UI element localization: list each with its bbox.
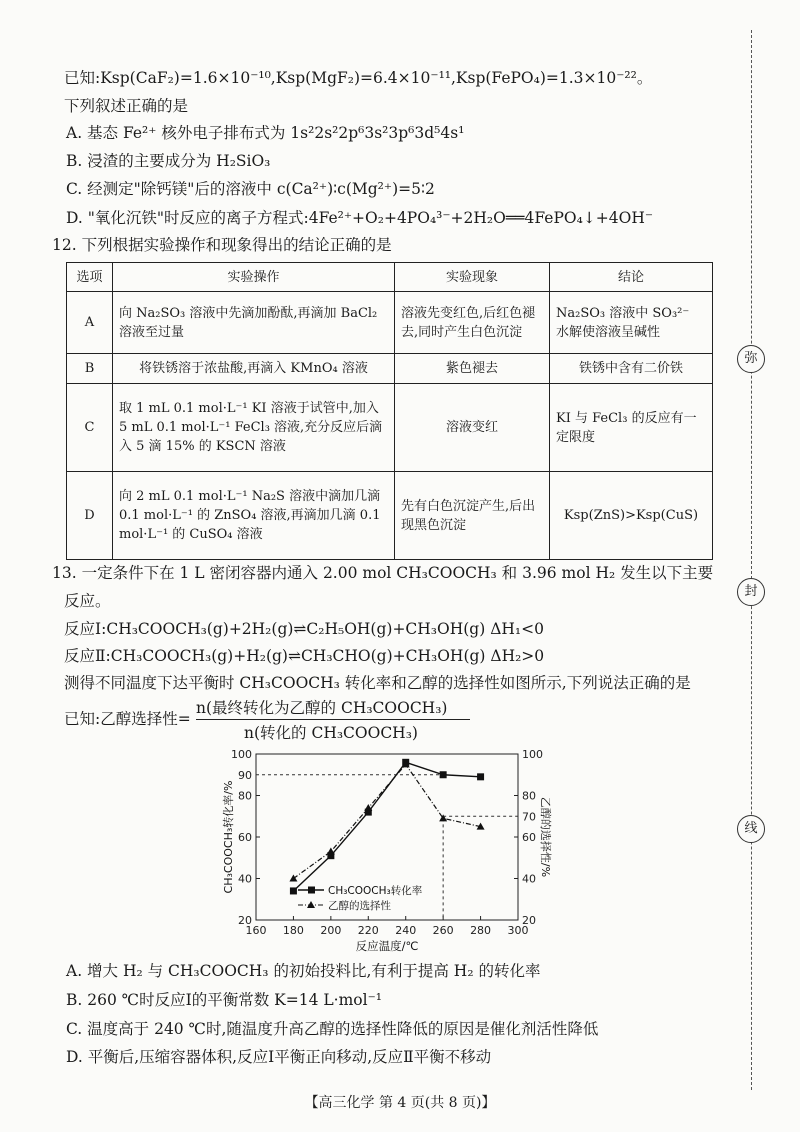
table-header: 结论 xyxy=(550,263,713,292)
q13-stem-cont: 反应。 xyxy=(64,592,111,610)
q13-stem: 13. 一定条件下在 1 L 密闭容器内通入 2.00 mol CH₃COOCH₃ 和 3.96 mol H₂ 发生以下主要 xyxy=(52,564,714,582)
table-cell: 溶液变红 xyxy=(395,384,550,472)
q13-option-b: B. 260 ℃时反应Ⅰ的平衡常数 K=14 L·mol⁻¹ xyxy=(66,991,382,1009)
table-header-row xyxy=(67,263,713,292)
x-axis-label: 反应温度/℃ xyxy=(355,939,419,953)
table-row xyxy=(67,292,713,354)
chart xyxy=(220,742,550,960)
data-point-conversion xyxy=(477,773,484,780)
x-tick-label: 240 xyxy=(395,924,417,937)
x-tick-label: 300 xyxy=(507,924,529,937)
seal-mark-mi: 弥 xyxy=(737,345,765,373)
data-point-conversion xyxy=(290,887,297,894)
table-cell: 先有白色沉淀产生,后出现黑色沉淀 xyxy=(395,472,550,560)
q11-option-c: C. 经测定"除钙镁"后的溶液中 c(Ca²⁺)∶c(Mg²⁺)=5∶2 xyxy=(66,180,435,198)
y-tick-label-left: 80 xyxy=(238,789,252,803)
q13-option-c: C. 温度高于 240 ℃时,随温度升高乙醇的选择性降低的原因是催化剂活性降低 xyxy=(66,1020,599,1038)
q11-option-b: B. 浸渣的主要成分为 H₂SiO₃ xyxy=(66,152,271,170)
seal-mark-xian: 线 xyxy=(737,815,765,843)
seal-mark-feng: 封 xyxy=(737,578,765,606)
x-tick-label: 180 xyxy=(282,924,304,937)
binding-line xyxy=(751,30,752,1090)
q13-measure: 测得不同温度下达平衡时 CH₃COOCH₃ 转化率和乙醇的选择性如图所示,下列说法正确的是 xyxy=(64,674,691,692)
y-tick-label-left-extra: 90 xyxy=(238,768,252,782)
known-ksp: 已知:Ksp(CaF₂)=1.6×10⁻¹⁰,Ksp(MgF₂)=6.4×10⁻¹¹,Ksp(FePO₄)=1.3×10⁻²²。 xyxy=(64,69,653,87)
table-cell: 铁锈中含有二价铁 xyxy=(550,354,713,384)
table-cell: 向 2 mL 0.1 mol·L⁻¹ Na₂S 溶液中滴加几滴 0.1 mol·L⁻¹ 的 ZnSO₄ 溶液,再滴加几滴 0.1 mol·L⁻¹ 的 CuSO₄ 溶液 xyxy=(113,472,395,560)
legend-marker-conversion xyxy=(308,887,315,894)
series-line-selectivity xyxy=(293,764,480,878)
reaction-1: 反应Ⅰ:CH₃COOCH₃(g)+2H₂(g)⇌C₂H₅OH(g)+CH₃OH(g) ΔH₁<0 xyxy=(64,620,544,638)
experiment-table xyxy=(66,262,713,560)
fraction-bar xyxy=(196,719,470,720)
table-header: 实验操作 xyxy=(113,263,395,292)
q11-option-d: D. "氧化沉铁"时反应的离子方程式:4Fe²⁺+O₂+4PO₄³⁻+2H₂O══4FePO₄↓+4OH⁻ xyxy=(66,209,654,227)
table-header: 实验现象 xyxy=(395,263,550,292)
x-tick-label: 260 xyxy=(432,924,454,937)
selectivity-denominator: n(转化的 CH₃COOCH₃) xyxy=(244,724,418,742)
y-axis-label-left: CH₃COOCH₃转化率/% xyxy=(222,780,235,894)
q13-option-a: A. 增大 H₂ 与 CH₃COOCH₃ 的初始投料比,有利于提高 H₂ 的转化率 xyxy=(66,962,541,980)
legend-label-conversion: CH₃COOCH₃转化率 xyxy=(328,885,423,897)
y-tick-label-right-extra: 70 xyxy=(522,810,536,824)
table-cell: B xyxy=(67,354,113,384)
table-cell: A xyxy=(67,292,113,354)
q11-option-a: A. 基态 Fe²⁺ 核外电子排布式为 1s²2s²2p⁶3s²3p⁶3d⁵4s¹ xyxy=(66,124,465,142)
table-row xyxy=(67,472,713,560)
x-tick-label: 200 xyxy=(320,924,342,937)
y-tick-label-left: 60 xyxy=(238,831,252,844)
table-cell: C xyxy=(67,384,113,472)
q11-prompt: 下列叙述正确的是 xyxy=(64,97,189,115)
x-tick-label: 160 xyxy=(245,924,267,937)
q13-option-d: D. 平衡后,压缩容器体积,反应Ⅰ平衡正向移动,反应Ⅱ平衡不移动 xyxy=(66,1048,492,1066)
table-header: 选项 xyxy=(67,263,113,292)
x-tick-label: 220 xyxy=(357,924,379,937)
selectivity-label: 已知:乙醇选择性= xyxy=(64,710,191,728)
data-point-selectivity xyxy=(439,814,447,821)
y-tick-label-right: 80 xyxy=(522,789,536,803)
y-tick-label-right: 20 xyxy=(522,914,536,927)
table-cell: 将铁锈溶于浓盐酸,再滴入 KMnO₄ 溶液 xyxy=(113,354,395,384)
table-row xyxy=(67,384,713,472)
y-tick-label-left: 20 xyxy=(238,914,252,927)
table-cell: KI 与 FeCl₃ 的反应有一定限度 xyxy=(550,384,713,472)
page-footer: 【高三化学 第 4 页(共 8 页)】 xyxy=(304,1095,496,1111)
table-cell: 紫色褪去 xyxy=(395,354,550,384)
table-cell: Ksp(ZnS)>Ksp(CuS) xyxy=(550,472,713,560)
table-cell: 溶液先变红色,后红色褪去,同时产生白色沉淀 xyxy=(395,292,550,354)
reaction-2: 反应Ⅱ:CH₃COOCH₃(g)+H₂(g)⇌CH₃CHO(g)+CH₃OH(g) ΔH₂>0 xyxy=(64,647,545,665)
y-axis-label-right: 乙醇的选择性/% xyxy=(539,796,552,878)
y-tick-label-left: 100 xyxy=(231,748,252,761)
y-tick-label-right: 100 xyxy=(522,748,543,761)
table-row xyxy=(67,354,713,384)
y-tick-label-right: 40 xyxy=(522,872,536,886)
data-point-conversion xyxy=(440,771,447,778)
table-cell: 取 1 mL 0.1 mol·L⁻¹ KI 溶液于试管中,加入 5 mL 0.1 mol·L⁻¹ FeCl₃ 溶液,充分反应后滴入 5 滴 15% 的 KSCN 溶液 xyxy=(113,384,395,472)
table-cell: 向 Na₂SO₃ 溶液中先滴加酚酞,再滴加 BaCl₂ 溶液至过量 xyxy=(113,292,395,354)
table-cell: D xyxy=(67,472,113,560)
series-line-conversion xyxy=(293,762,480,891)
legend-label-selectivity: 乙醇的选择性 xyxy=(328,900,391,912)
data-point-selectivity xyxy=(289,875,297,882)
selectivity-numerator: n(最终转化为乙醇的 CH₃COOCH₃) xyxy=(196,699,448,717)
x-tick-label: 280 xyxy=(470,924,492,937)
y-tick-label-left: 40 xyxy=(238,872,252,886)
q12-stem: 12. 下列根据实验操作和现象得出的结论正确的是 xyxy=(52,236,392,254)
table-cell: Na₂SO₃ 溶液中 SO₃²⁻ 水解使溶液呈碱性 xyxy=(550,292,713,354)
y-tick-label-right: 60 xyxy=(522,831,536,844)
